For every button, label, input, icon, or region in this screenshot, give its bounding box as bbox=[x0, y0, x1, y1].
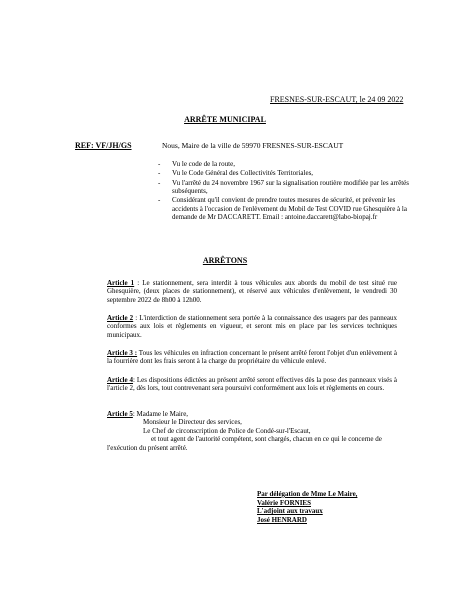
arretons-heading: ARRÊTONS bbox=[202, 256, 248, 265]
signature-name-2: José HENRARD bbox=[257, 515, 307, 524]
list-item bbox=[155, 179, 413, 195]
article-1 bbox=[107, 279, 397, 304]
signature-delegation: Par délégation de Mme Le Maire, bbox=[257, 490, 358, 498]
considerant-item: Considérant qu'il convient de prendre toutes mesures de sécurité, et prévenir les accidents à l'occasion de l'enlèvement du Mobil de Test COVID rue Ghesquière à la demande de Mr DACCARETT. Email : antoine.daccarett@labo-biopaj.fr bbox=[172, 196, 407, 221]
article-5-line-3: Le Chef de circonscription de Police de Condé-sur-l'Escaut, bbox=[143, 426, 311, 435]
article-5 bbox=[107, 410, 397, 452]
list-item: - Vu le Code Général des Collectivités Territoriales, bbox=[155, 169, 413, 177]
article-1-label: Article 1 bbox=[107, 279, 135, 287]
article-3-text: Tous les véhicules en infraction concernant le présent arrêté feront l'objet d'un enlèvement à la fourrière dont les frais seront à la charge du propriétaire du véhicule enlevé. bbox=[107, 349, 397, 366]
article-1-text: : Le stationnement, sera interdit à tous véhicules aux abords du mobil de test situé rue Ghesquière, (deux places de stationnement), et réservé aux véhicules d'enlèvement, le vendredi 30 septembre 2022 de 8h00 à 12h00. bbox=[107, 279, 397, 304]
document-title: ARRÊTE MUNICIPAL bbox=[184, 115, 266, 124]
article-3 bbox=[107, 349, 397, 366]
article-5-line-4: et tout agent de l'autorité compétent, sont chargés, chacun en ce qui le concerne de l'exécution du présent arrêté. bbox=[107, 435, 382, 452]
mayor-intro: Nous, Maire de la ville de 59970 FRESNES-SUR-ESCAUT bbox=[162, 141, 344, 150]
article-4-text: : Les dispositions édictées au présent arrêté seront effectives dès la pose des panneaux visés à l'article 2, dès lors, tout contrevenant sera poursuivi conformément aux lois et règlements en cours. bbox=[107, 376, 397, 393]
article-5-label: Article 5 bbox=[107, 410, 133, 418]
date-line: FRESNES-SUR-ESCAUT, le 24 09 2022 bbox=[270, 95, 404, 104]
list-item: - Vu le code de la route, bbox=[155, 160, 413, 168]
article-5-line-1: : Madame le Maire, bbox=[132, 410, 189, 418]
considerations-list bbox=[155, 160, 413, 222]
article-2-label: Article 2 bbox=[107, 314, 134, 322]
article-3-label: Article 3 : bbox=[107, 349, 138, 357]
reference-label: REF: VF/JH/GS bbox=[75, 141, 132, 150]
article-2-text: : L'interdiction de stationnement sera portée à la connaissance des usagers par des panneaux conformes aux lois et règlements en vigueur, et seront mis en place par les services techniques municipaux. bbox=[107, 314, 397, 339]
signature-block bbox=[257, 490, 357, 524]
article-5-line-2: Monsieur le Directeur des services, bbox=[143, 418, 242, 427]
article-2 bbox=[107, 314, 397, 339]
signature-name-1: Valérie FORNIES bbox=[257, 498, 311, 507]
signature-role: L'adjoint aux travaux bbox=[257, 507, 323, 516]
vu-arrete-item: Vu l'arrêté du 24 novembre 1967 sur la signalisation routière modifiée par les arrêtés subséquents, bbox=[172, 178, 410, 195]
article-4-label: Article 4 bbox=[107, 376, 133, 384]
list-item bbox=[155, 196, 413, 221]
article-4 bbox=[107, 376, 397, 393]
